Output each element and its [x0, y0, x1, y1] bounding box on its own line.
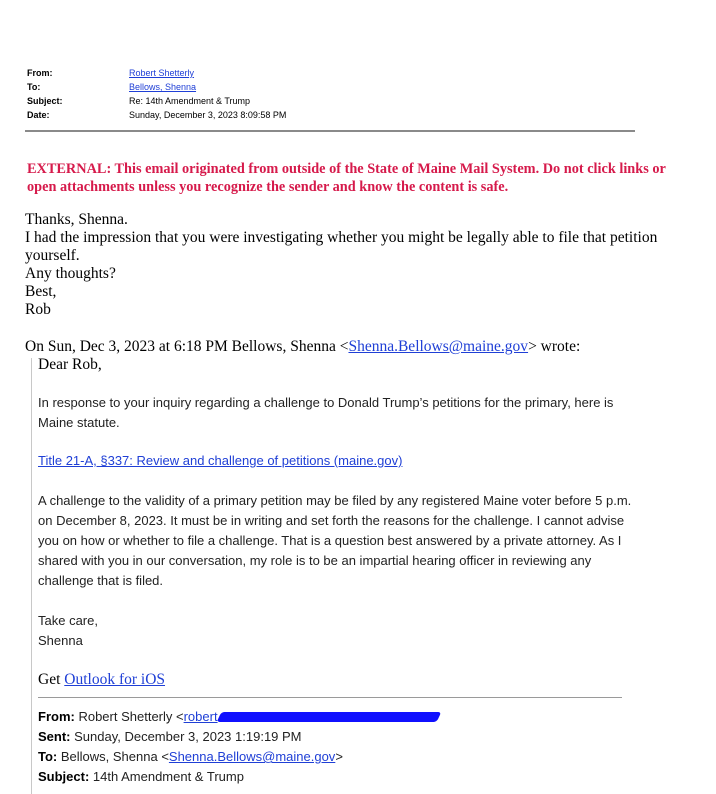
reply-line: Best,	[25, 283, 57, 300]
orig-from-email-link[interactable]: robert	[183, 709, 218, 724]
from-link[interactable]: Robert Shetterly	[129, 68, 195, 78]
email-header	[27, 66, 286, 122]
closing-name: Shenna	[38, 633, 83, 648]
orig-to-label: To:	[38, 749, 58, 764]
from-label: From:	[27, 68, 53, 78]
header-divider	[25, 130, 635, 132]
to-label: To:	[27, 82, 41, 92]
statute-link-wrapper	[38, 451, 402, 471]
orig-to-prefix: Bellows, Shenna <	[57, 749, 169, 764]
attribution-suffix: > wrote:	[528, 338, 581, 355]
reply-line: I had the impression that you were investigating whether you might be legally able to file that petition yourself.	[25, 229, 658, 264]
closing-take-care: Take care,	[38, 613, 98, 628]
date-label: Date:	[27, 110, 50, 120]
to-link[interactable]: Bellows, Shenna	[129, 82, 197, 92]
external-warning: EXTERNAL: This email originated from outside of the State of Maine Mail System. Do not click links or open attachments unless you recognize the sender and know the content is safe.	[27, 161, 666, 195]
orig-subject-row	[38, 767, 439, 787]
orig-sent-label: Sent:	[38, 729, 71, 744]
quoted-greeting: Dear Rob,	[38, 356, 102, 373]
orig-from-row	[38, 707, 439, 727]
header-to-row	[27, 80, 286, 94]
statute-link[interactable]: Title 21-A, §337: Review and challenge of petitions (maine.gov)	[38, 453, 403, 468]
reply-body	[25, 211, 665, 319]
reply-line: Rob	[25, 301, 51, 318]
subject-value: Re: 14th Amendment & Trump	[129, 96, 251, 106]
header-from-row	[27, 66, 286, 80]
orig-to-row	[38, 747, 439, 767]
quoted-paragraph-2: A challenge to the validity of a primary petition may be filed by any registered Maine voter before 5 p.m. on December 8, 2023. It must be in writing and set forth the reasons for the challenge. I cannot advise you on how or whether to file a challenge. That is a question best answered by a private attorney. As I shared with you in our conversation, my role is to be an impartial hearing officer in reviewing any challenge that is filed.	[38, 493, 632, 588]
redaction-mark	[216, 712, 441, 722]
orig-from-name: Robert Shetterly <	[74, 709, 184, 724]
orig-subject-value: 14th Amendment & Trump	[89, 769, 244, 784]
header-subject-row	[27, 94, 286, 108]
orig-sent-row	[38, 727, 439, 747]
reply-line: Thanks, Shenna.	[25, 211, 128, 228]
date-value: Sunday, December 3, 2023 8:09:58 PM	[129, 110, 287, 120]
attribution-prefix: On Sun, Dec 3, 2023 at 6:18 PM Bellows, Shenna <	[25, 338, 349, 355]
subject-label: Subject:	[27, 96, 63, 106]
get-prefix: Get	[38, 671, 65, 688]
outlook-ios-link[interactable]: Outlook for iOS	[64, 671, 166, 688]
original-message-divider	[38, 697, 622, 698]
attribution-email-link[interactable]: Shenna.Bellows@maine.gov	[348, 338, 529, 355]
orig-from-label: From:	[38, 709, 75, 724]
quote-attribution	[25, 338, 580, 356]
original-message-header	[38, 707, 439, 787]
orig-to-email-link[interactable]: Shenna.Bellows@maine.gov	[168, 749, 336, 764]
orig-subject-label: Subject:	[38, 769, 90, 784]
orig-sent-value: Sunday, December 3, 2023 1:19:19 PM	[70, 729, 302, 744]
quoted-paragraph-1: In response to your inquiry regarding a challenge to Donald Trump’s petitions for the primary, here is Maine statute.	[38, 395, 614, 430]
orig-to-suffix: >	[335, 749, 343, 764]
reply-line: Any thoughts?	[25, 265, 116, 282]
header-date-row	[27, 108, 286, 122]
get-outlook	[38, 671, 165, 689]
